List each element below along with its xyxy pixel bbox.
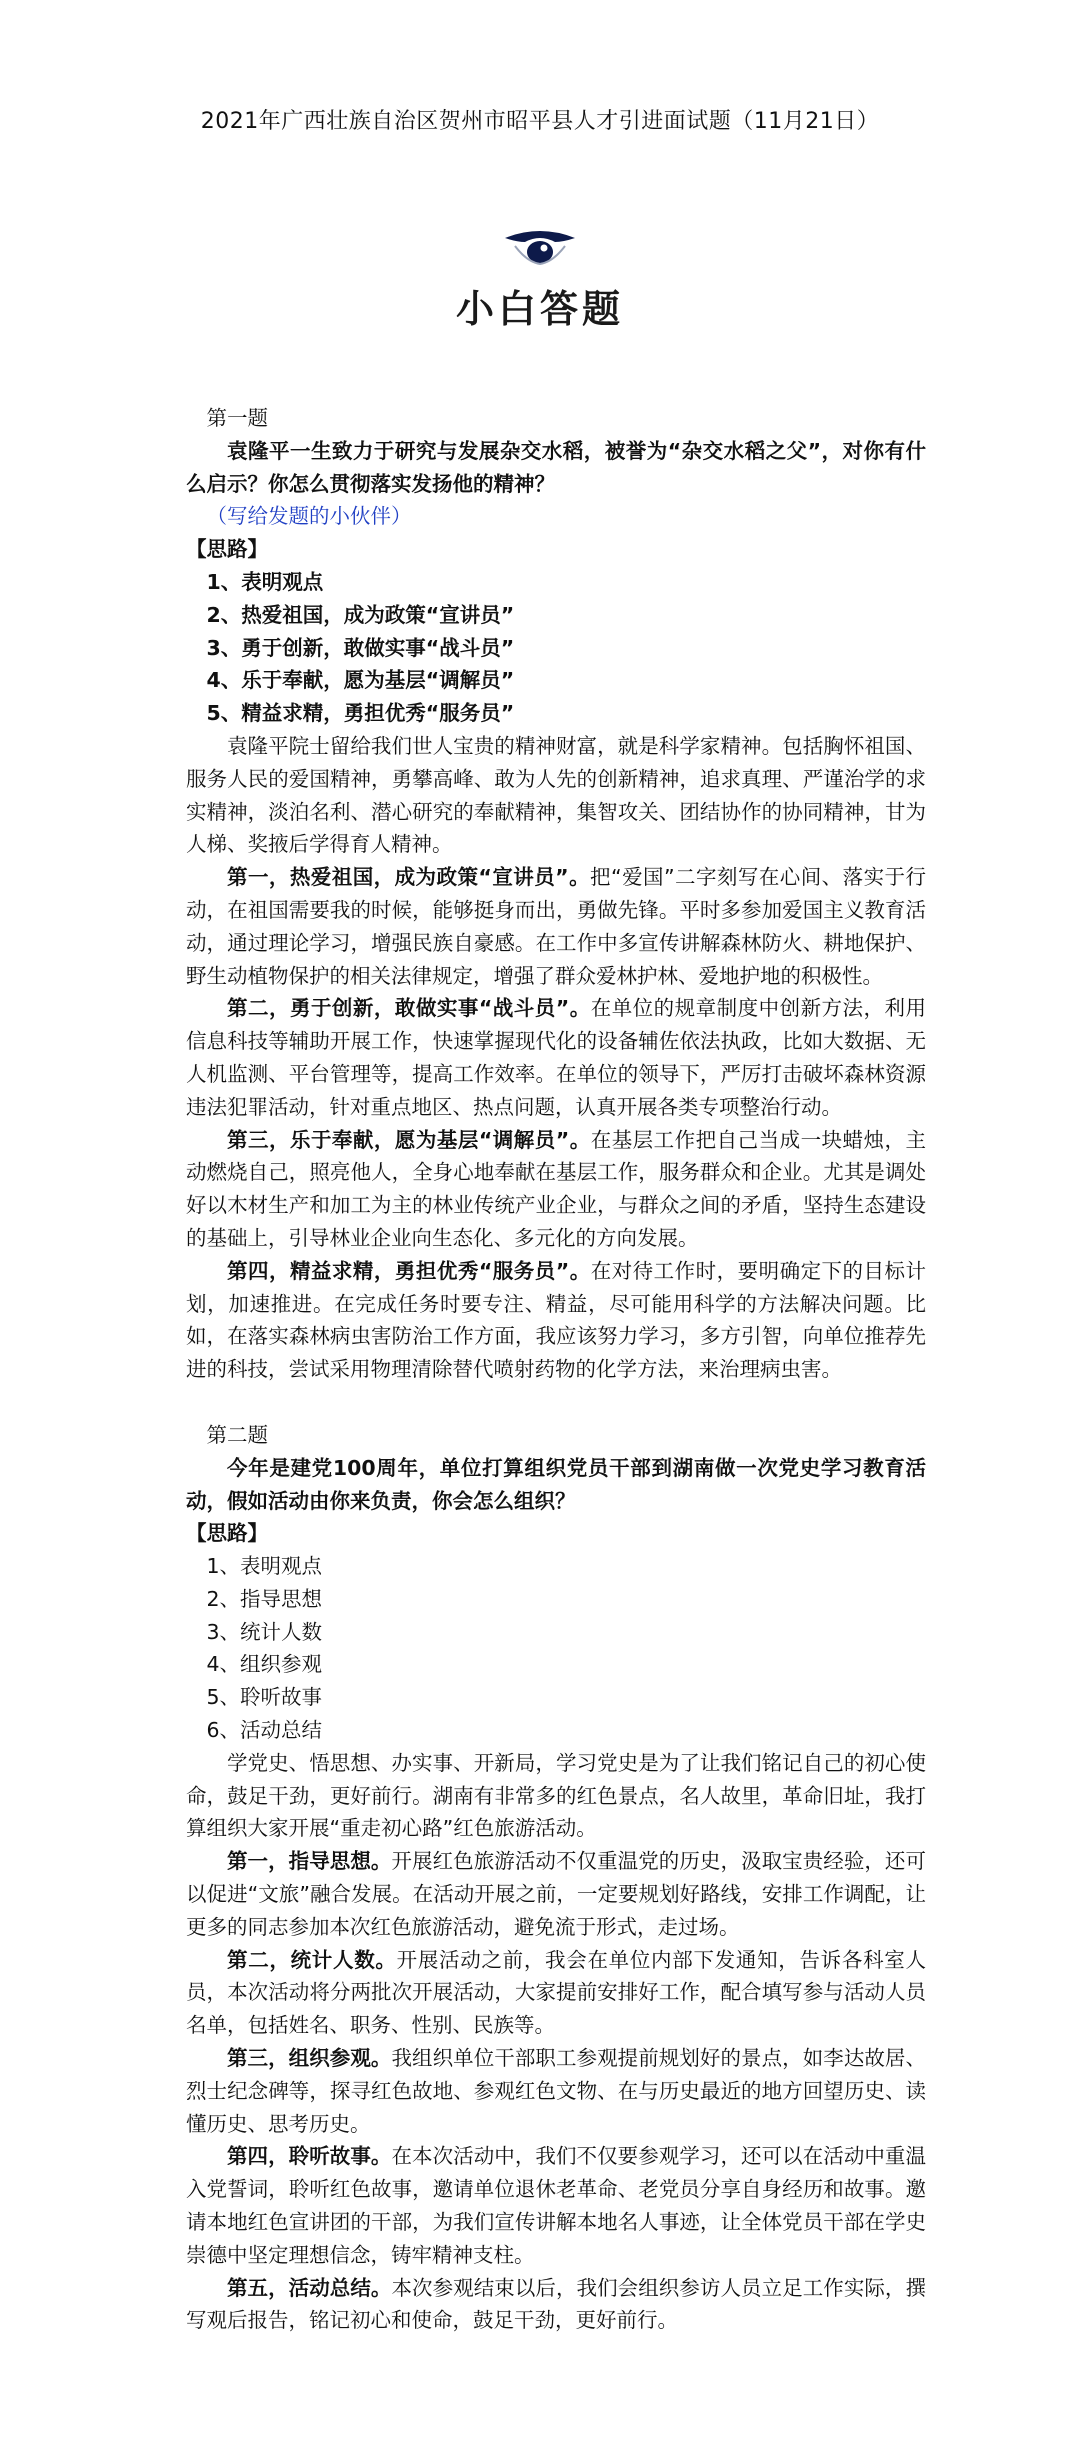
q2-paragraph xyxy=(186,1944,926,2042)
q1-point: 5、精益求精，勇担优秀“服务员” xyxy=(206,701,515,726)
paragraph-lead: 第三，乐于奉献，愿为基层“调解员”。 xyxy=(227,1127,591,1152)
q2-paragraph xyxy=(186,2272,926,2338)
q2-question: 今年是建党100周年，单位打算组织党员干部到湖南做一次党史学习教育活动，假如活动由你来负责，你会怎么组织？ xyxy=(186,1455,926,1513)
q2-outline-label: 【思路】 xyxy=(186,1521,268,1546)
q1-point: 2、热爱祖国，成为政策“宣讲员” xyxy=(206,602,515,627)
q1-paragraph xyxy=(186,861,926,992)
paragraph-lead: 第一，热爱祖国，成为政策“宣讲员”。 xyxy=(227,865,591,890)
paragraph-lead: 第一，指导思想。 xyxy=(227,1849,392,1874)
q1-outline-label: 【思路】 xyxy=(186,537,268,562)
paragraph-body: 在对待工作时，要明确定下的目标计划，加速推进。在完成任务时要专注、精益，尽可能用科学的方法解决问题。比如，在落实森林病虫害防治工作方面，我应该努力学习，多方引智，向单位推荐先进的科技，尝试采用物理清除替代喷射药物的化学方法，来治理病虫害。 xyxy=(186,1258,926,1382)
q1-point: 4、乐于奉献，愿为基层“调解员” xyxy=(206,668,515,693)
q1-point: 1、表明观点 xyxy=(206,569,324,594)
paragraph-body: 本次参观结束以后，我们会组织参访人员立足工作实际，撰写观后报告，铭记初心和使命，鼓足干劲，更好前行。 xyxy=(186,2275,926,2333)
paragraph-body: 在单位的规章制度中创新方法，利用信息科技等辅助开展工作，快速掌握现代化的设备辅佐依法执政，比如大数据、无人机监测、平台管理等，提高工作效率。在单位的领导下，严厉打击破坏森林资源违法犯罪活动，针对重点地区、热点问题，认真开展各类专项整治行动。 xyxy=(186,996,926,1119)
q1-intro: 袁隆平院士留给我们世人宝贵的精神财富，就是科学家精神。包括胸怀祖国、服务人民的爱国精神，勇攀高峰、敢为人先的创新精神，追求真理、严谨治学的求实精神，淡泊名利、潜心研究的奉献精神，集智攻关、团结协作的协同精神，甘为人梯、奖掖后学得育人精神。 xyxy=(186,733,926,857)
q2-paragraph xyxy=(186,2042,926,2140)
q2-point: 4、组织参观 xyxy=(206,1652,323,1677)
q2-paragraph xyxy=(186,1845,926,1943)
paragraph-body: 在基层工作把自己当成一块蜡烛，主动燃烧自己，照亮他人，全身心地奉献在基层工作，服务群众和企业。尤其是调处好以木材生产和加工为主的林业传统产业企业，与群众之间的矛盾，坚持生态建设的基础上，引导林业企业向生态化、多元化的方向发展。 xyxy=(186,1127,926,1250)
logo xyxy=(0,228,1080,333)
q2-point: 2、指导思想 xyxy=(206,1586,323,1611)
paragraph-lead: 第五，活动总结。 xyxy=(227,2275,392,2300)
q2-point: 3、统计人数 xyxy=(206,1619,323,1644)
q1-paragraph xyxy=(186,1255,926,1386)
q1-question: 袁隆平一生致力于研究与发展杂交水稻，被誉为“杂交水稻之父”，对你有什么启示？你怎么贯彻落实发扬他的精神？ xyxy=(186,438,926,496)
paragraph-body: 开展活动之前，我会在单位内部下发通知，告诉各科室人员，本次活动将分两批次开展活动，大家提前安排好工作，配合填写参与活动人员名单，包括姓名、职务、性别、民族等。 xyxy=(186,1947,926,2038)
document-title: 2021年广西壮族自治区贺州市昭平县人才引进面试题（11月21日） xyxy=(200,109,880,134)
q1-note: （写给发题的小伙伴） xyxy=(206,504,412,529)
logo-text: 小白答题 xyxy=(455,287,624,331)
paragraph-lead: 第二，统计人数。 xyxy=(227,1947,397,1972)
q2-point: 1、表明观点 xyxy=(206,1554,323,1579)
q1-point: 3、勇于创新，敢做实事“战斗员” xyxy=(206,635,515,660)
q1-paragraph xyxy=(186,992,926,1123)
q2-point: 5、聆听故事 xyxy=(206,1685,323,1710)
q2-point: 6、活动总结 xyxy=(206,1718,323,1743)
paragraph-lead: 第二，勇于创新，敢做实事“战斗员”。 xyxy=(227,996,591,1021)
paragraph-lead: 第三，组织参观。 xyxy=(227,2046,392,2071)
q2-heading: 第二题 xyxy=(206,1422,268,1447)
paragraph-lead: 第四，聆听故事。 xyxy=(227,2144,392,2169)
paragraph-body: 在本次活动中，我们不仅要参观学习，还可以在活动中重温入党誓词，聆听红色故事，邀请单位退休老革命、老党员分享自身经历和故事。邀请本地红色宣讲团的干部，为我们宣传讲解本地名人事迹，让全体党员干部在学史崇德中坚定理想信念，铸牢精神支柱。 xyxy=(186,2144,926,2267)
section-spacer xyxy=(186,1386,926,1419)
q2-intro: 学党史、悟思想、办实事、开新局，学习党史是为了让我们铭记自己的初心使命，鼓足干劲，更好前行。湖南有非常多的红色景点，名人故里，革命旧址，我打算组织大家开展“重走初心路”红色旅游活动。 xyxy=(186,1750,926,1841)
document-body xyxy=(186,402,926,2337)
paragraph-lead: 第四，精益求精，勇担优秀“服务员”。 xyxy=(227,1258,591,1283)
q1-paragraph xyxy=(186,1124,926,1255)
paragraph-body: 开展红色旅游活动不仅重温党的历史，汲取宝贵经验，还可以促进“文旅”融合发展。在活动开展之前，一定要规划好路线，安排工作调配，让更多的同志参加本次红色旅游活动，避免流于形式，走过场。 xyxy=(186,1849,926,1939)
q2-paragraph xyxy=(186,2140,926,2271)
paragraph-body: 把“爱国”二字刻写在心间、落实于行动，在祖国需要我的时候，能够挺身而出，勇做先锋。平时多参加爱国主义教育活动，通过理论学习，增强民族自豪感。在工作中多宣传讲解森林防火、耕地保护、野生动植物保护的相关法律规定，增强了群众爱林护林、爱地护地的积极性。 xyxy=(186,865,926,988)
eye-icon xyxy=(503,228,577,268)
paragraph-body: 我组织单位干部职工参观提前规划好的景点，如李达故居、烈士纪念碑等，探寻红色故地、参观红色文物、在与历史最近的地方回望历史、读懂历史、思考历史。 xyxy=(186,2046,926,2136)
q1-heading: 第一题 xyxy=(206,406,268,430)
